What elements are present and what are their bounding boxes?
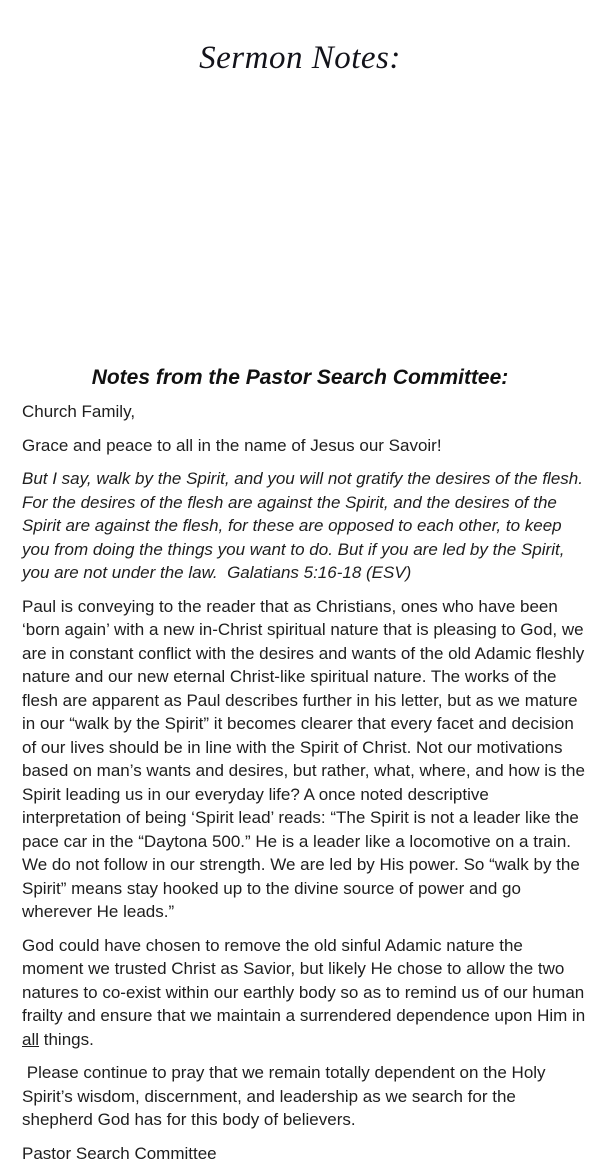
committee-letter	[22, 400, 588, 1165]
signature: Pastor Search Committee	[22, 1142, 588, 1165]
sermon-notes-title: Sermon Notes:	[0, 38, 600, 78]
scripture-quote: But I say, walk by the Spirit, and you will not gratify the desires of the flesh. For the desires of the flesh are against the Spirit, and the desires of the Spirit are against the flesh, for these are opposed to each other, to keep you from doing the things you want to do. But if you are led by the Spirit, you are not under the law. Galatians 5:16-18 (ESV)	[22, 467, 588, 585]
bulletin-page	[0, 38, 600, 1164]
sermon-notes-blank-area	[0, 78, 600, 366]
body-paragraph-3: Please continue to pray that we remain totally dependent on the Holy Spirit’s wisdom, discernment, and leadership as we search for the shepherd God has for this body of believers.	[22, 1061, 588, 1132]
body-paragraph-2-underlined-word: all	[22, 1030, 39, 1049]
body-paragraph-2-after: things.	[39, 1030, 94, 1049]
salutation: Church Family,	[22, 400, 588, 424]
body-paragraph-2	[22, 934, 588, 1052]
body-paragraph-1: Paul is conveying to the reader that as Christians, ones who have been ‘born again’ with a new in-Christ spiritual nature that is pleasing to God, we are in constant conflict with the desires and wants of the old Adamic fleshly nature and our new eternal Christ-like spiritual nature. The works of the flesh are apparent as Paul describes further in his letter, but as we mature in our “walk by the Spirit” it becomes clearer that every facet and decision of our lives should be in line with the Spirit of Christ. Not our motivations based on man’s wants and desires, but rather, what, where, and how is the Spirit leading us in our everyday life? A once noted descriptive interpretation of being ‘Spirit lead’ reads: “The Spirit is not a leader like the pace car in the “Daytona 500.” He is a leader like a locomotive on a train. We do not follow in our strength. We are led by His power. So “walk by the Spirit” means stay hooked up to the divine source of power and go wherever He leads.”	[22, 595, 588, 924]
body-paragraph-2-before: God could have chosen to remove the old sinful Adamic nature the moment we trusted Christ as Savior, but likely He chose to allow the two natures to co-exist within our earthly body so as to remind us of our human frailty and ensure that we maintain a surrendered dependence upon Him in	[22, 936, 590, 1026]
greeting: Grace and peace to all in the name of Jesus our Savoir!	[22, 434, 588, 458]
committee-heading: Notes from the Pastor Search Committee:	[0, 366, 600, 390]
